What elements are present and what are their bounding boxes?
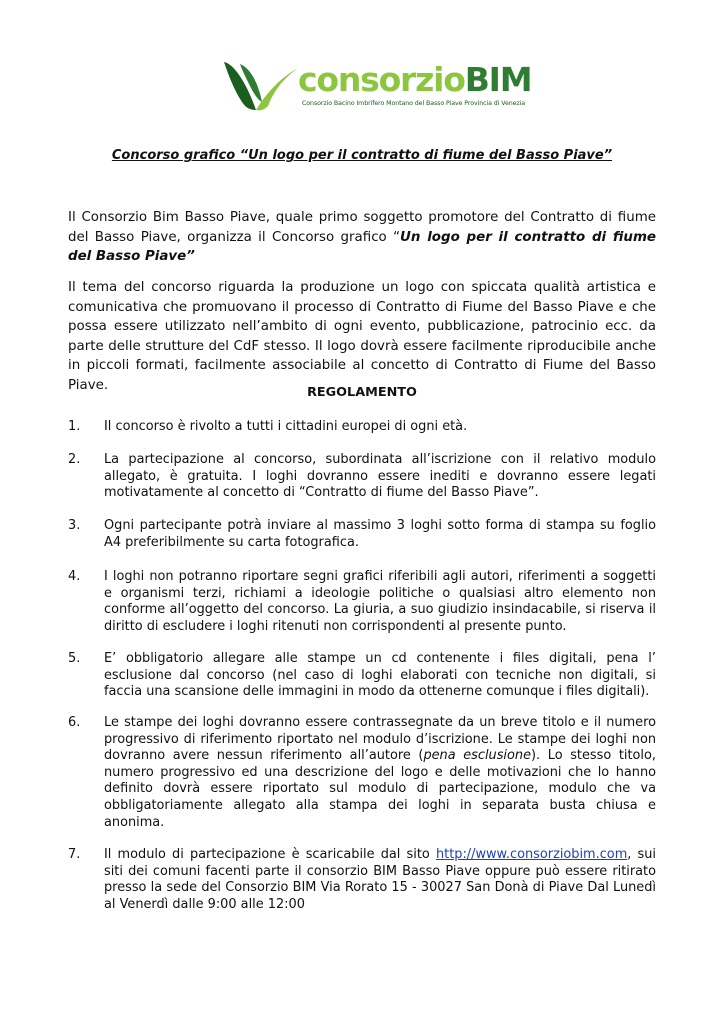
rule-text: La partecipazione al concorso, subordinata all’iscrizione con il relativo modulo allegato, è gratuita. I loghi dovranno essere inediti e dovranno essere legati motivatamente al concetto di “Contratto di fiume del Basso Piave”. (104, 452, 656, 501)
consorzio-bim-logo (220, 60, 532, 120)
logo-leaf-mark-icon (220, 60, 300, 120)
rule-text: Il concorso è rivolto a tutti i cittadini europei di ogni età. (104, 419, 468, 434)
rule-text: Ogni partecipante potrà inviare al massimo 3 loghi sotto forma di stampa su foglio A4 preferibilmente su carta fotografica. (104, 518, 656, 550)
rule-item (68, 452, 656, 502)
rule-text-part: Il modulo di partecipazione è scaricabile dal sito (104, 847, 436, 862)
document-title: Concorso grafico “Un logo per il contratto di fiume del Basso Piave” (111, 148, 613, 163)
rule-text-part: ). Lo stesso titolo, numero progressivo ed una descrizione del logo e delle motivazioni che lo hanno definito dovrà essere riportato sul modulo di partecipazione, modulo che va obbligatoriamente allegato alla stampa dei loghi in separata busta chiusa e anonima. (104, 748, 656, 830)
rule-number: 1. (68, 419, 81, 434)
rule-text-part: Le stampe dei loghi dovranno essere contrassegnate da un breve titolo e il numero progressivo di riferimento riportato nel modulo d’iscrizione. Le stampe dei loghi non dovranno avere nessun riferimento all’autore ( (104, 715, 656, 764)
intro-paragraph-1-emphasis: Un logo per il contratto di fiume del Basso Piave” (68, 229, 656, 265)
rule-item (68, 651, 656, 701)
rule-text: I loghi non potranno riportare segni grafici riferibili agli autori, riferimenti a soggetti e organismi terzi, richiami a ideologie politiche o qualsiasi altro elemento non conforme all’oggetto del concorso. La giuria, a suo giudizio insindacabile, si riserva il diritto di escludere i loghi ritenuti non corrispondenti al presente punto. (104, 569, 656, 634)
rule-number: 7. (68, 847, 81, 862)
intro-paragraph-2: Il tema del concorso riguarda la produzione un logo con spiccata qualità artistica e comunicativa che promuovano il processo di Contratto di Fiume del Basso Piave e che possa essere utilizzato nell’ambito di ogni evento, pubblicazione, patrocinio ecc. da parte delle strutture del CdF stesso. Il logo dovrà essere facilmente riproducibile anche in piccoli formati, facilmente associabile al concetto di Contratto di Fiume del Basso Piave. (68, 280, 656, 393)
website-link[interactable]: http://www.consorziobim.com (435, 847, 628, 862)
rule-item (68, 419, 656, 436)
rule-item (68, 847, 656, 913)
rule-text: E’ obbligatorio allegare alle stampe un cd contenente i files digitali, pena l’ esclusione dal concorso (nel caso di loghi elaborati con tecniche non digitali, si faccia una scansione delle immagini in modo da ottenerne comunque i files digitali). (104, 651, 656, 700)
rule-item (68, 569, 656, 635)
rules-heading: REGOLAMENTO (307, 385, 417, 400)
logo-word-bim: BIM (464, 60, 532, 99)
rule-item (68, 715, 656, 831)
rule-number: 4. (68, 569, 81, 584)
rule-number: 5. (68, 651, 81, 666)
rule-item (68, 518, 656, 551)
logo-wordmark (298, 60, 531, 100)
rule-text-italic: pena esclusione (423, 748, 532, 764)
rule-text-part: , sui siti dei comuni facenti parte il consorzio BIM Basso Piave oppure può essere ritirato presso la sede del Consorzio BIM Via Rorato 15 - 30027 San Donà di Piave Dal Lunedì al Venerdì dalle 9:00 alle 12:00 (104, 847, 656, 912)
logo-word-consorzio: consorzio (298, 60, 465, 99)
rule-text (104, 715, 656, 831)
rule-number: 3. (68, 518, 81, 533)
rule-text (104, 847, 656, 913)
intro-paragraph-1 (68, 208, 656, 267)
logo-subtitle: Consorzio Bacino Imbrifero Montano del Basso Piave Provincia di Venezia (302, 100, 526, 107)
rule-number: 6. (68, 715, 81, 730)
rule-number: 2. (68, 452, 81, 467)
intro-paragraph-1-text: Il Consorzio Bim Basso Piave, quale primo soggetto promotore del Contratto di fiume del Basso Piave, organizza il Concorso grafico “ (68, 210, 656, 245)
